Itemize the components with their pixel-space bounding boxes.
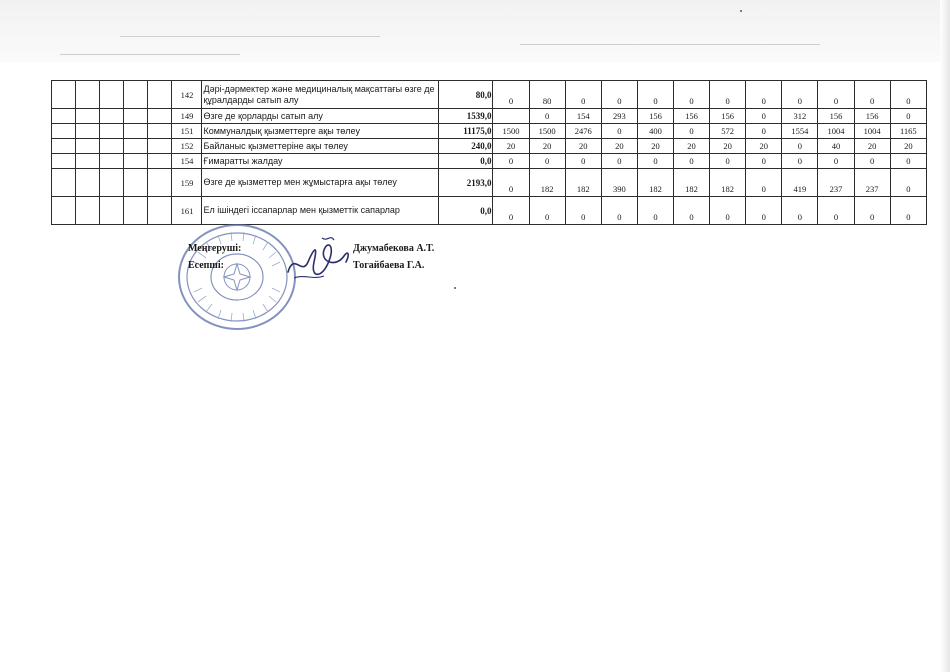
specifier-code-cell: 159 [172, 169, 202, 197]
month-value-cell: 572 [710, 124, 746, 139]
empty-classifier-cell [100, 124, 124, 139]
month-value-cell: 0 [565, 197, 601, 225]
signature-row-accountant [188, 257, 434, 274]
empty-classifier-cell [76, 109, 100, 124]
empty-classifier-cell [148, 169, 172, 197]
month-value-cell: 0 [637, 154, 673, 169]
month-value-cell: 0 [854, 197, 890, 225]
annual-total-cell: 240,0 [439, 139, 493, 154]
month-value-cell: 182 [529, 169, 565, 197]
empty-classifier-cell [52, 169, 76, 197]
month-value-cell: 182 [710, 169, 746, 197]
month-value-cell: 0 [565, 81, 601, 109]
accountant-role-label: Есепші: [188, 260, 224, 271]
month-value-cell: 20 [565, 139, 601, 154]
head-role-label: Меңгеруші: [188, 243, 242, 254]
empty-classifier-cell [148, 154, 172, 169]
annual-total-cell: 11175,0 [439, 124, 493, 139]
empty-classifier-cell [124, 197, 148, 225]
month-value-cell: 312 [782, 109, 818, 124]
empty-classifier-cell [124, 139, 148, 154]
scan-noise-line [120, 36, 380, 37]
month-value-cell: 0 [890, 169, 926, 197]
month-value-cell: 0 [637, 81, 673, 109]
annual-total-cell: 80,0 [439, 81, 493, 109]
month-value-cell: 20 [890, 139, 926, 154]
specifier-code-cell: 142 [172, 81, 202, 109]
month-value-cell: 20 [529, 139, 565, 154]
empty-classifier-cell [124, 154, 148, 169]
month-value-cell: 293 [601, 109, 637, 124]
expense-name-cell: Ғимаратты жалдау [202, 154, 439, 169]
month-value-cell: 156 [637, 109, 673, 124]
annual-total-cell: 1539,0 [439, 109, 493, 124]
month-value-cell: 20 [637, 139, 673, 154]
month-value-cell: 182 [674, 169, 710, 197]
month-value-cell: 0 [710, 197, 746, 225]
empty-classifier-cell [52, 124, 76, 139]
month-value-cell: 0 [565, 154, 601, 169]
month-value-cell: 0 [746, 109, 782, 124]
scan-noise-line [60, 54, 240, 55]
empty-classifier-cell [76, 169, 100, 197]
table-row [52, 139, 927, 154]
month-value-cell: 0 [818, 154, 854, 169]
empty-classifier-cell [52, 197, 76, 225]
empty-classifier-cell [100, 81, 124, 109]
annual-total-cell: 0,0 [439, 154, 493, 169]
empty-classifier-cell [148, 139, 172, 154]
table-body [52, 81, 927, 225]
specifier-code-cell: 154 [172, 154, 202, 169]
month-value-cell: 0 [637, 197, 673, 225]
month-value-cell: 0 [782, 81, 818, 109]
annual-total-cell: 2193,0 [439, 169, 493, 197]
month-value-cell: 156 [818, 109, 854, 124]
specifier-code-cell: 152 [172, 139, 202, 154]
month-value-cell: 0 [529, 109, 565, 124]
month-value-cell: 40 [818, 139, 854, 154]
month-value-cell: 0 [746, 197, 782, 225]
month-value-cell: 0 [854, 154, 890, 169]
month-value-cell: 20 [710, 139, 746, 154]
specifier-code-cell: 149 [172, 109, 202, 124]
empty-classifier-cell [76, 197, 100, 225]
month-value-cell: 182 [637, 169, 673, 197]
empty-classifier-cell [124, 81, 148, 109]
month-value-cell: 0 [674, 81, 710, 109]
month-value-cell: 1500 [493, 124, 529, 139]
table-row [52, 109, 927, 124]
month-value-cell: 0 [818, 197, 854, 225]
month-value-cell: 20 [746, 139, 782, 154]
month-value-cell: 182 [565, 169, 601, 197]
empty-classifier-cell [148, 124, 172, 139]
month-value-cell: 0 [601, 154, 637, 169]
empty-classifier-cell [100, 169, 124, 197]
empty-classifier-cell [76, 124, 100, 139]
table-row [52, 197, 927, 225]
month-value-cell: 390 [601, 169, 637, 197]
month-value-cell: 0 [601, 81, 637, 109]
month-value-cell: 0 [890, 154, 926, 169]
empty-classifier-cell [52, 154, 76, 169]
month-value-cell: 20 [854, 139, 890, 154]
scan-noise-line [520, 44, 820, 45]
month-value-cell: 0 [890, 109, 926, 124]
table-row [52, 169, 927, 197]
empty-classifier-cell [148, 109, 172, 124]
empty-classifier-cell [124, 169, 148, 197]
empty-classifier-cell [148, 197, 172, 225]
empty-classifier-cell [76, 139, 100, 154]
month-value-cell: 0 [854, 81, 890, 109]
month-value-cell: 0 [890, 197, 926, 225]
empty-classifier-cell [124, 109, 148, 124]
month-value-cell: 237 [854, 169, 890, 197]
month-value-cell: 237 [818, 169, 854, 197]
budget-plan-table [51, 80, 927, 225]
month-value-cell: 156 [674, 109, 710, 124]
month-value-cell: 0 [746, 169, 782, 197]
month-value-cell: 0 [493, 154, 529, 169]
expense-name-cell: Байланыс қызметтеріне ақы төлеу [202, 139, 439, 154]
official-seal-stamp [176, 222, 298, 332]
expense-name-cell: Өзге де қорларды сатып алу [202, 109, 439, 124]
scan-speck [740, 10, 742, 12]
empty-classifier-cell [76, 81, 100, 109]
expense-name-cell: Өзге де қызметтер мен жұмыстарға ақы төлеу [202, 169, 439, 197]
empty-classifier-cell [124, 124, 148, 139]
month-value-cell: 0 [890, 81, 926, 109]
month-value-cell: 154 [565, 109, 601, 124]
month-value-cell: 1165 [890, 124, 926, 139]
month-value-cell: 0 [782, 154, 818, 169]
month-value-cell: 1554 [782, 124, 818, 139]
month-value-cell: 0 [601, 197, 637, 225]
month-value-cell: 1500 [529, 124, 565, 139]
empty-classifier-cell [100, 197, 124, 225]
month-value-cell: 0 [674, 124, 710, 139]
empty-classifier-cell [76, 154, 100, 169]
specifier-code-cell: 161 [172, 197, 202, 225]
month-value-cell: 0 [493, 169, 529, 197]
month-value-cell: 0 [782, 139, 818, 154]
month-value-cell: 2476 [565, 124, 601, 139]
annual-total-cell: 0,0 [439, 197, 493, 225]
month-value-cell: 156 [710, 109, 746, 124]
month-value-cell: 0 [710, 81, 746, 109]
month-value-cell: 0 [493, 81, 529, 109]
month-value-cell: 156 [854, 109, 890, 124]
scan-shadow-top [0, 0, 950, 62]
month-value-cell: 0 [782, 197, 818, 225]
accountant-name: Тогайбаева Г.А. [353, 260, 425, 271]
empty-classifier-cell [52, 109, 76, 124]
month-value-cell: 0 [710, 154, 746, 169]
expense-name-cell: Коммуналдық қызметтерге ақы төлеу [202, 124, 439, 139]
month-value-cell: 0 [746, 124, 782, 139]
month-value-cell: 20 [601, 139, 637, 154]
month-value-cell: 0 [746, 81, 782, 109]
signature-row-head [188, 240, 434, 257]
month-value-cell: 400 [637, 124, 673, 139]
month-value-cell: 0 [818, 81, 854, 109]
month-value-cell: 1004 [818, 124, 854, 139]
expense-name-cell: Ел ішіндегі іссапарлар мен қызметтік сапарлар [202, 197, 439, 225]
signature-block [188, 240, 434, 274]
specifier-code-cell: 151 [172, 124, 202, 139]
empty-classifier-cell [100, 154, 124, 169]
month-value-cell: 419 [782, 169, 818, 197]
month-value-cell: 1004 [854, 124, 890, 139]
expense-name-cell: Дәрі-дәрмектер және медициналық мақсаттағы өзге де құралдарды сатып алу [202, 81, 439, 109]
month-value-cell: 20 [493, 139, 529, 154]
month-value-cell: 0 [674, 197, 710, 225]
empty-classifier-cell [52, 139, 76, 154]
month-value-cell: 0 [746, 154, 782, 169]
head-name: Джумабекова А.Т. [353, 243, 435, 254]
table-row [52, 124, 927, 139]
empty-classifier-cell [52, 81, 76, 109]
month-value-cell: 0 [674, 154, 710, 169]
month-value-cell: 0 [601, 124, 637, 139]
scan-speck [454, 287, 456, 289]
empty-classifier-cell [100, 109, 124, 124]
table-row [52, 81, 927, 109]
empty-classifier-cell [100, 139, 124, 154]
month-value-cell: 0 [529, 197, 565, 225]
table-row [52, 154, 927, 169]
month-value-cell: 20 [674, 139, 710, 154]
scan-shadow-right [940, 0, 950, 672]
month-value-cell: 0 [529, 154, 565, 169]
month-value-cell: 80 [529, 81, 565, 109]
month-value-cell [493, 109, 529, 124]
month-value-cell: 0 [493, 197, 529, 225]
empty-classifier-cell [148, 81, 172, 109]
